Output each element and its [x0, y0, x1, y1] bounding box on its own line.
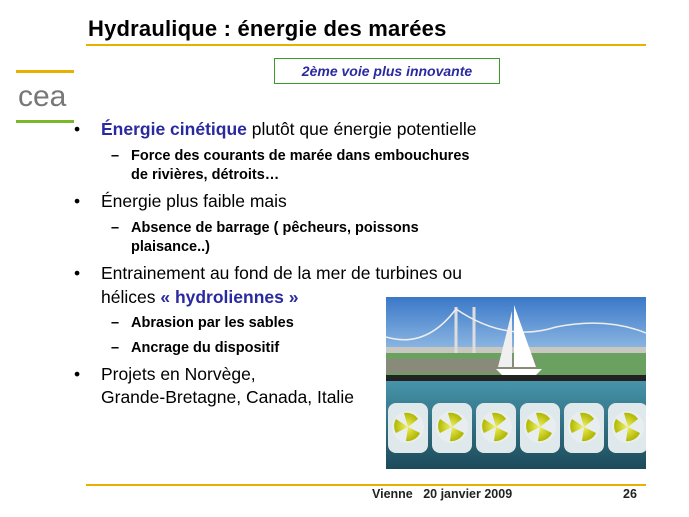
dash-marker: –	[111, 148, 120, 164]
sub-tidal-currents-1: Force des courants de marée dans embouchures	[131, 148, 470, 164]
dash-marker: –	[111, 315, 120, 331]
sub-abrasion: Abrasion par les sables	[131, 315, 294, 331]
page-number: 26	[623, 487, 637, 501]
bullet-turbines-line2	[101, 286, 298, 308]
kinetic-energy-text: plutôt que énergie potentielle	[246, 119, 477, 139]
sub-tidal-currents-2: de rivières, détroits…	[131, 167, 280, 183]
bullet-projects-line1: Projets en Norvège,	[101, 364, 256, 384]
sub-anchoring: Ancrage du dispositif	[131, 340, 280, 356]
sub-no-dam-1: Absence de barrage ( pêcheurs, poissons	[131, 220, 419, 236]
bullet-lower-energy: Énergie plus faible mais	[101, 191, 287, 211]
tidal-turbine-illustration	[386, 297, 646, 469]
bullet-projects-line2: Grande-Bretagne, Canada, Italie	[101, 387, 354, 407]
footer-rule	[86, 484, 646, 486]
bullet-marker: •	[74, 119, 81, 139]
svg-text:cea: cea	[18, 80, 67, 113]
slide-title: Hydraulique : énergie des marées	[88, 16, 447, 41]
dash-marker: –	[111, 340, 120, 356]
dash-marker: –	[111, 220, 120, 236]
turbines-prefix: hélices	[101, 287, 161, 307]
bullet-kinetic-energy	[101, 118, 477, 140]
footer-place: Vienne	[372, 487, 413, 501]
bullet-turbines-line1: Entrainement au fond de la mer de turbines ou	[101, 263, 462, 283]
hydroliennes-highlight: « hydroliennes »	[160, 287, 299, 307]
bullet-marker: •	[74, 191, 81, 211]
footer-date	[372, 487, 512, 501]
sub-no-dam-2: plaisance..)	[131, 239, 210, 255]
footer-date-text: 20 janvier 2009	[423, 487, 513, 501]
bullet-marker: •	[74, 364, 81, 384]
kinetic-energy-highlight: Énergie cinétique	[101, 119, 247, 139]
innovation-callout: 2ème voie plus innovante	[274, 58, 500, 84]
bullet-marker: •	[74, 263, 81, 283]
